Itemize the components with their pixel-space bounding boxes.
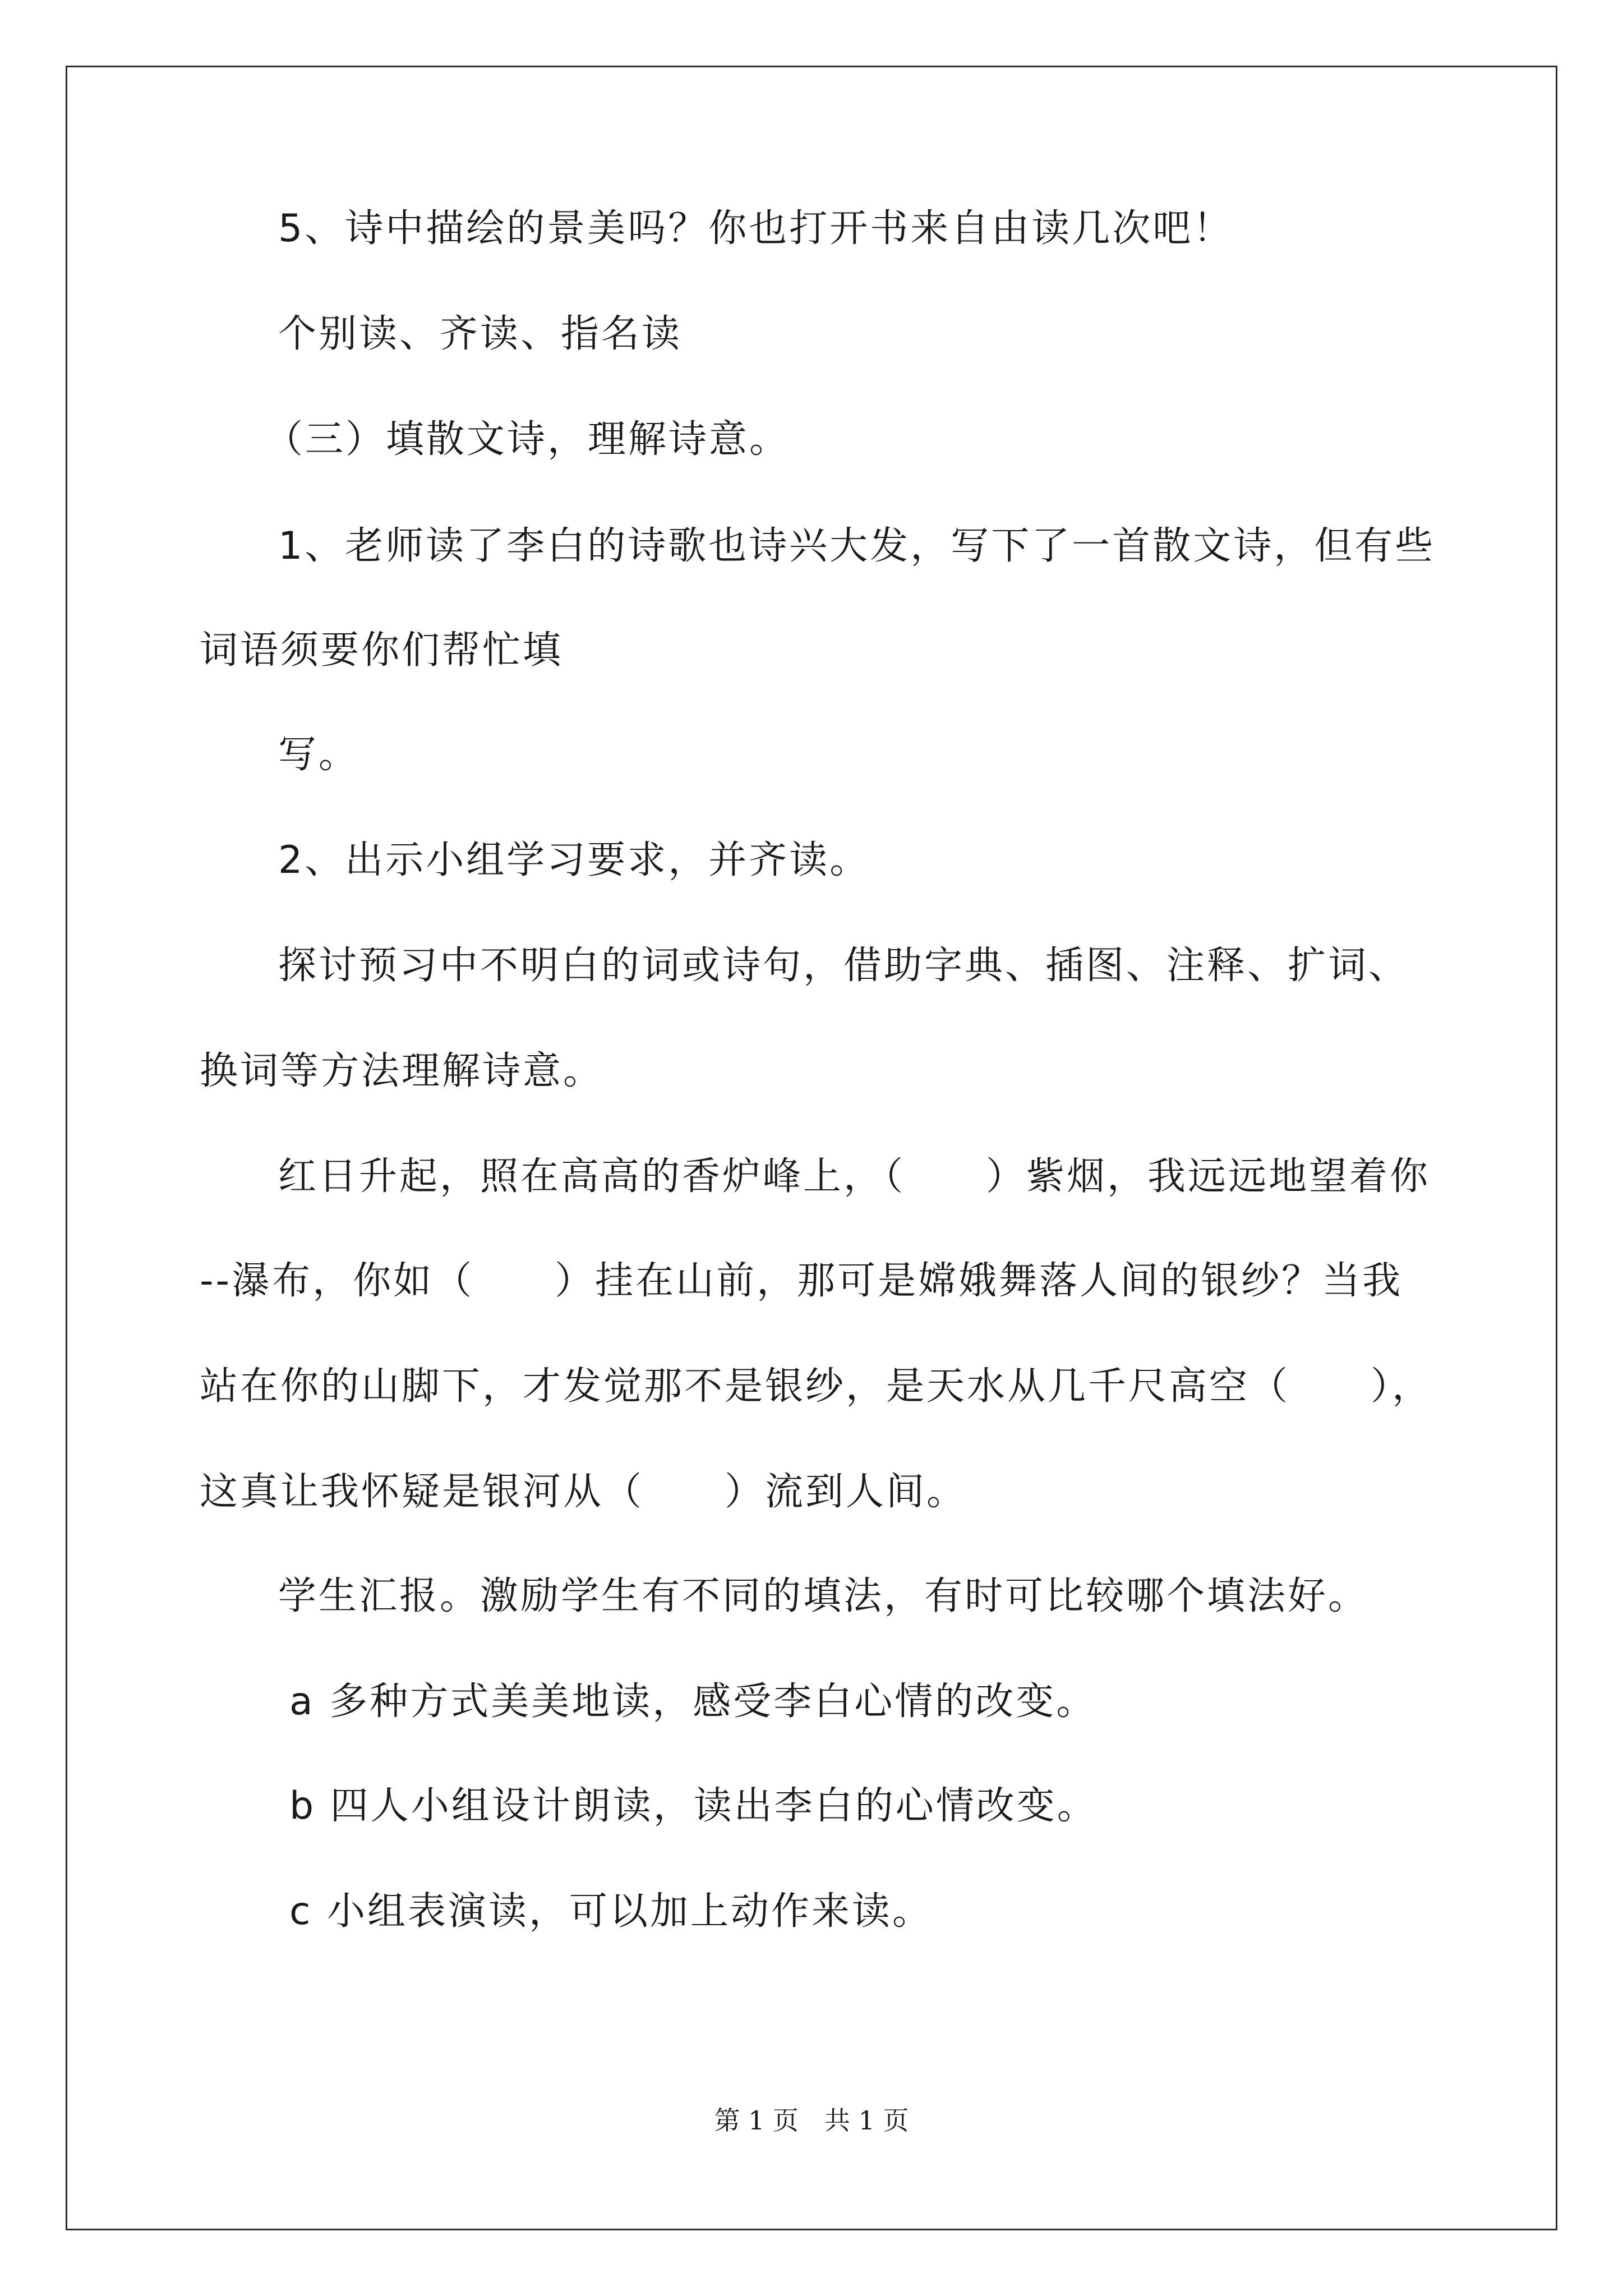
text-line: b 四人小组设计朗读，读出李白的心情改变。 bbox=[289, 1784, 1098, 1828]
text-line: 这真让我怀疑是银河从（ ）流到人间。 bbox=[200, 1470, 967, 1514]
page-footer: 第 1 页 共 1 页 bbox=[714, 2105, 909, 2136]
text-line: 个别读、齐读、指名读 bbox=[278, 312, 683, 356]
text-line: 写。 bbox=[278, 733, 359, 777]
text-line: （三）填散文诗，理解诗意。 bbox=[265, 417, 790, 462]
text-line: a 多种方式美美地读，感受李白心情的改变。 bbox=[289, 1680, 1097, 1724]
text-line: 换词等方法理解诗意。 bbox=[200, 1049, 604, 1093]
text-line: 学生汇报。激励学生有不同的填法，有时可比较哪个填法好。 bbox=[278, 1574, 1369, 1618]
text-line: 红日升起，照在高高的香炉峰上，（ ）紫烟，我远远地望着你 bbox=[278, 1154, 1431, 1199]
text-line: --瀑布，你如（ ）挂在山前，那可是嫦娥舞落人间的银纱？当我 bbox=[200, 1259, 1403, 1303]
text-line: 站在你的山脚下，才发觉那不是银纱，是天水从几千尺高空（ ）， bbox=[200, 1364, 1433, 1409]
text-line: 5、诗中描绘的景美吗？你也打开书来自由读几次吧！ bbox=[278, 206, 1234, 251]
text-line: c 小组表演读，可以加上动作来读。 bbox=[289, 1889, 933, 1934]
text-line: 1、老师读了李白的诗歌也诗兴大发，写下了一首散文诗，但有些 bbox=[278, 524, 1436, 568]
text-line: 词语须要你们帮忙填 bbox=[200, 628, 564, 673]
text-line: 2、出示小组学习要求，并齐读。 bbox=[278, 838, 870, 882]
text-line: 探讨预习中不明白的词或诗句，借助字典、插图、注释、扩词、 bbox=[278, 944, 1409, 988]
